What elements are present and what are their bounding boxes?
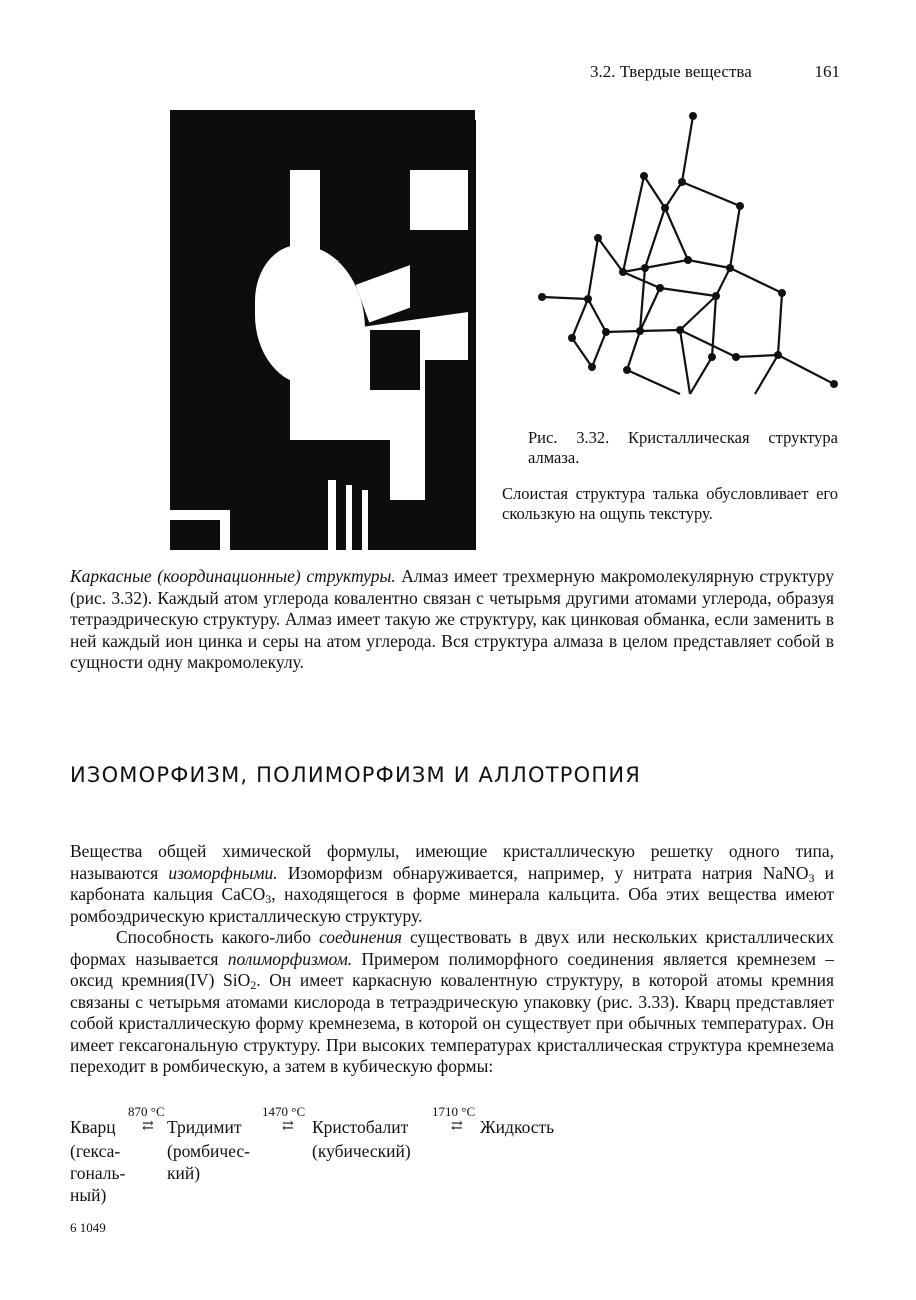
quartz-description — [70, 1140, 125, 1206]
tridymite-description — [167, 1140, 250, 1184]
phase-cristobalite: Кристобалит — [312, 1117, 409, 1137]
description-line: (ромбичес- — [167, 1141, 250, 1161]
diagram-bonds — [542, 116, 834, 394]
text-run: Вещества общей химической формулы, имеющие кристаллическую решетку одного типа, называются — [70, 841, 834, 883]
diagram-atoms — [538, 112, 838, 388]
paragraph-text: Алмаз имеет трехмерную макромолекулярную структуру (рис. 3.32). Каждый атом углерода ковалентно связан с четырьмя другими атомами углерода, образуя тетраэдрическую структуру. Алмаз имеет такую же структуру, как цинковая обманка, если заменить в ней каждый ион цинка и серы на атом углерода. Вся структура алмаза в целом представляет собой в сущности одну макромолекулу. — [70, 566, 835, 672]
description-line: (гекса- — [70, 1141, 121, 1161]
text-run: Способность какого-либо — [116, 927, 319, 947]
term-isomorphic: изоморфными. — [168, 862, 278, 883]
equilibrium-arrow: ⇄ — [451, 1119, 463, 1134]
temperature-label: 1710 °C — [432, 1104, 476, 1119]
subscript: 3 — [808, 870, 815, 885]
text-run: Изоморфизм обнаруживается, например, у нитрата натрия NaNO — [277, 862, 809, 883]
text-run: , находящегося в форме минерала кальцита. Оба этих вещества имеют ромбоэдрическую кристаллическую структуру. — [70, 884, 834, 926]
description-line: гональ- — [70, 1163, 126, 1183]
text-run: существовать в двух или нескольких кристаллических формах называется — [70, 927, 835, 969]
phase-liquid: Жидкость — [480, 1117, 555, 1137]
photo-side-note: Слоистая структура талька обусловливает его скользкую на ощупь текстуру. — [502, 484, 838, 523]
text-run: и карбоната кальция CaCO — [70, 862, 835, 904]
temperature-label: 1470 °C — [262, 1104, 306, 1119]
text-run: . Он имеет каркасную ковалентную структуру, в которой атомы кремния связаны с четырьмя атомами кислорода в тетраэдрическую упаковку (рис. 3.33). Кварц представляет собой кристаллическую форму кремнезема, в которой он существует при обычных температурах. Он имеет гексагональную структуру. При высоких температурах кристаллическая структура кремнезема переходит в ромбическую, а затем в кубическую формы: — [70, 970, 834, 1076]
header-section-title: 3.2. Твердые вещества — [590, 62, 752, 81]
description-line: кий) — [167, 1163, 201, 1183]
subscript: 3 — [265, 892, 272, 906]
term-compound: соединения — [318, 927, 402, 947]
paragraph-isomorphism — [70, 841, 834, 927]
paragraph-framework-structures — [70, 566, 834, 674]
talc-photo — [170, 110, 476, 550]
phase-quartz: Кварц — [70, 1117, 116, 1137]
paragraph-lead-italic: Каркасные (координационные) структуры. — [70, 566, 396, 586]
running-header — [590, 62, 840, 86]
section-heading: ИЗОМОРФИЗМ, ПОЛИМОРФИЗМ И АЛЛОТРОПИЯ — [70, 763, 642, 787]
figure-caption: Рис. 3.32. Кристаллическая структура алмаза. — [528, 428, 838, 467]
term-polymorphism: полиморфизмом. — [227, 948, 353, 969]
phase-tridymite: Тридимит — [167, 1117, 242, 1137]
diamond-structure-diagram — [530, 100, 850, 400]
description-line: ный) — [70, 1185, 107, 1205]
equilibrium-arrow: ⇄ — [282, 1119, 294, 1134]
description-line: (кубический) — [312, 1141, 411, 1161]
paragraph-polymorphism — [70, 927, 834, 1078]
text-run: Примером полиморфного соединения является кремнезем – оксид кремния(IV) SiO — [70, 948, 834, 990]
phase-transition-scheme — [70, 1104, 850, 1214]
temperature-label: 870 °C — [128, 1104, 165, 1119]
page-number: 161 — [814, 62, 840, 81]
subscript: 2 — [250, 978, 257, 992]
cristobalite-description — [312, 1140, 411, 1162]
equilibrium-arrow: ⇄ — [142, 1119, 154, 1134]
printer-signature: 6 1049 — [70, 1220, 106, 1235]
